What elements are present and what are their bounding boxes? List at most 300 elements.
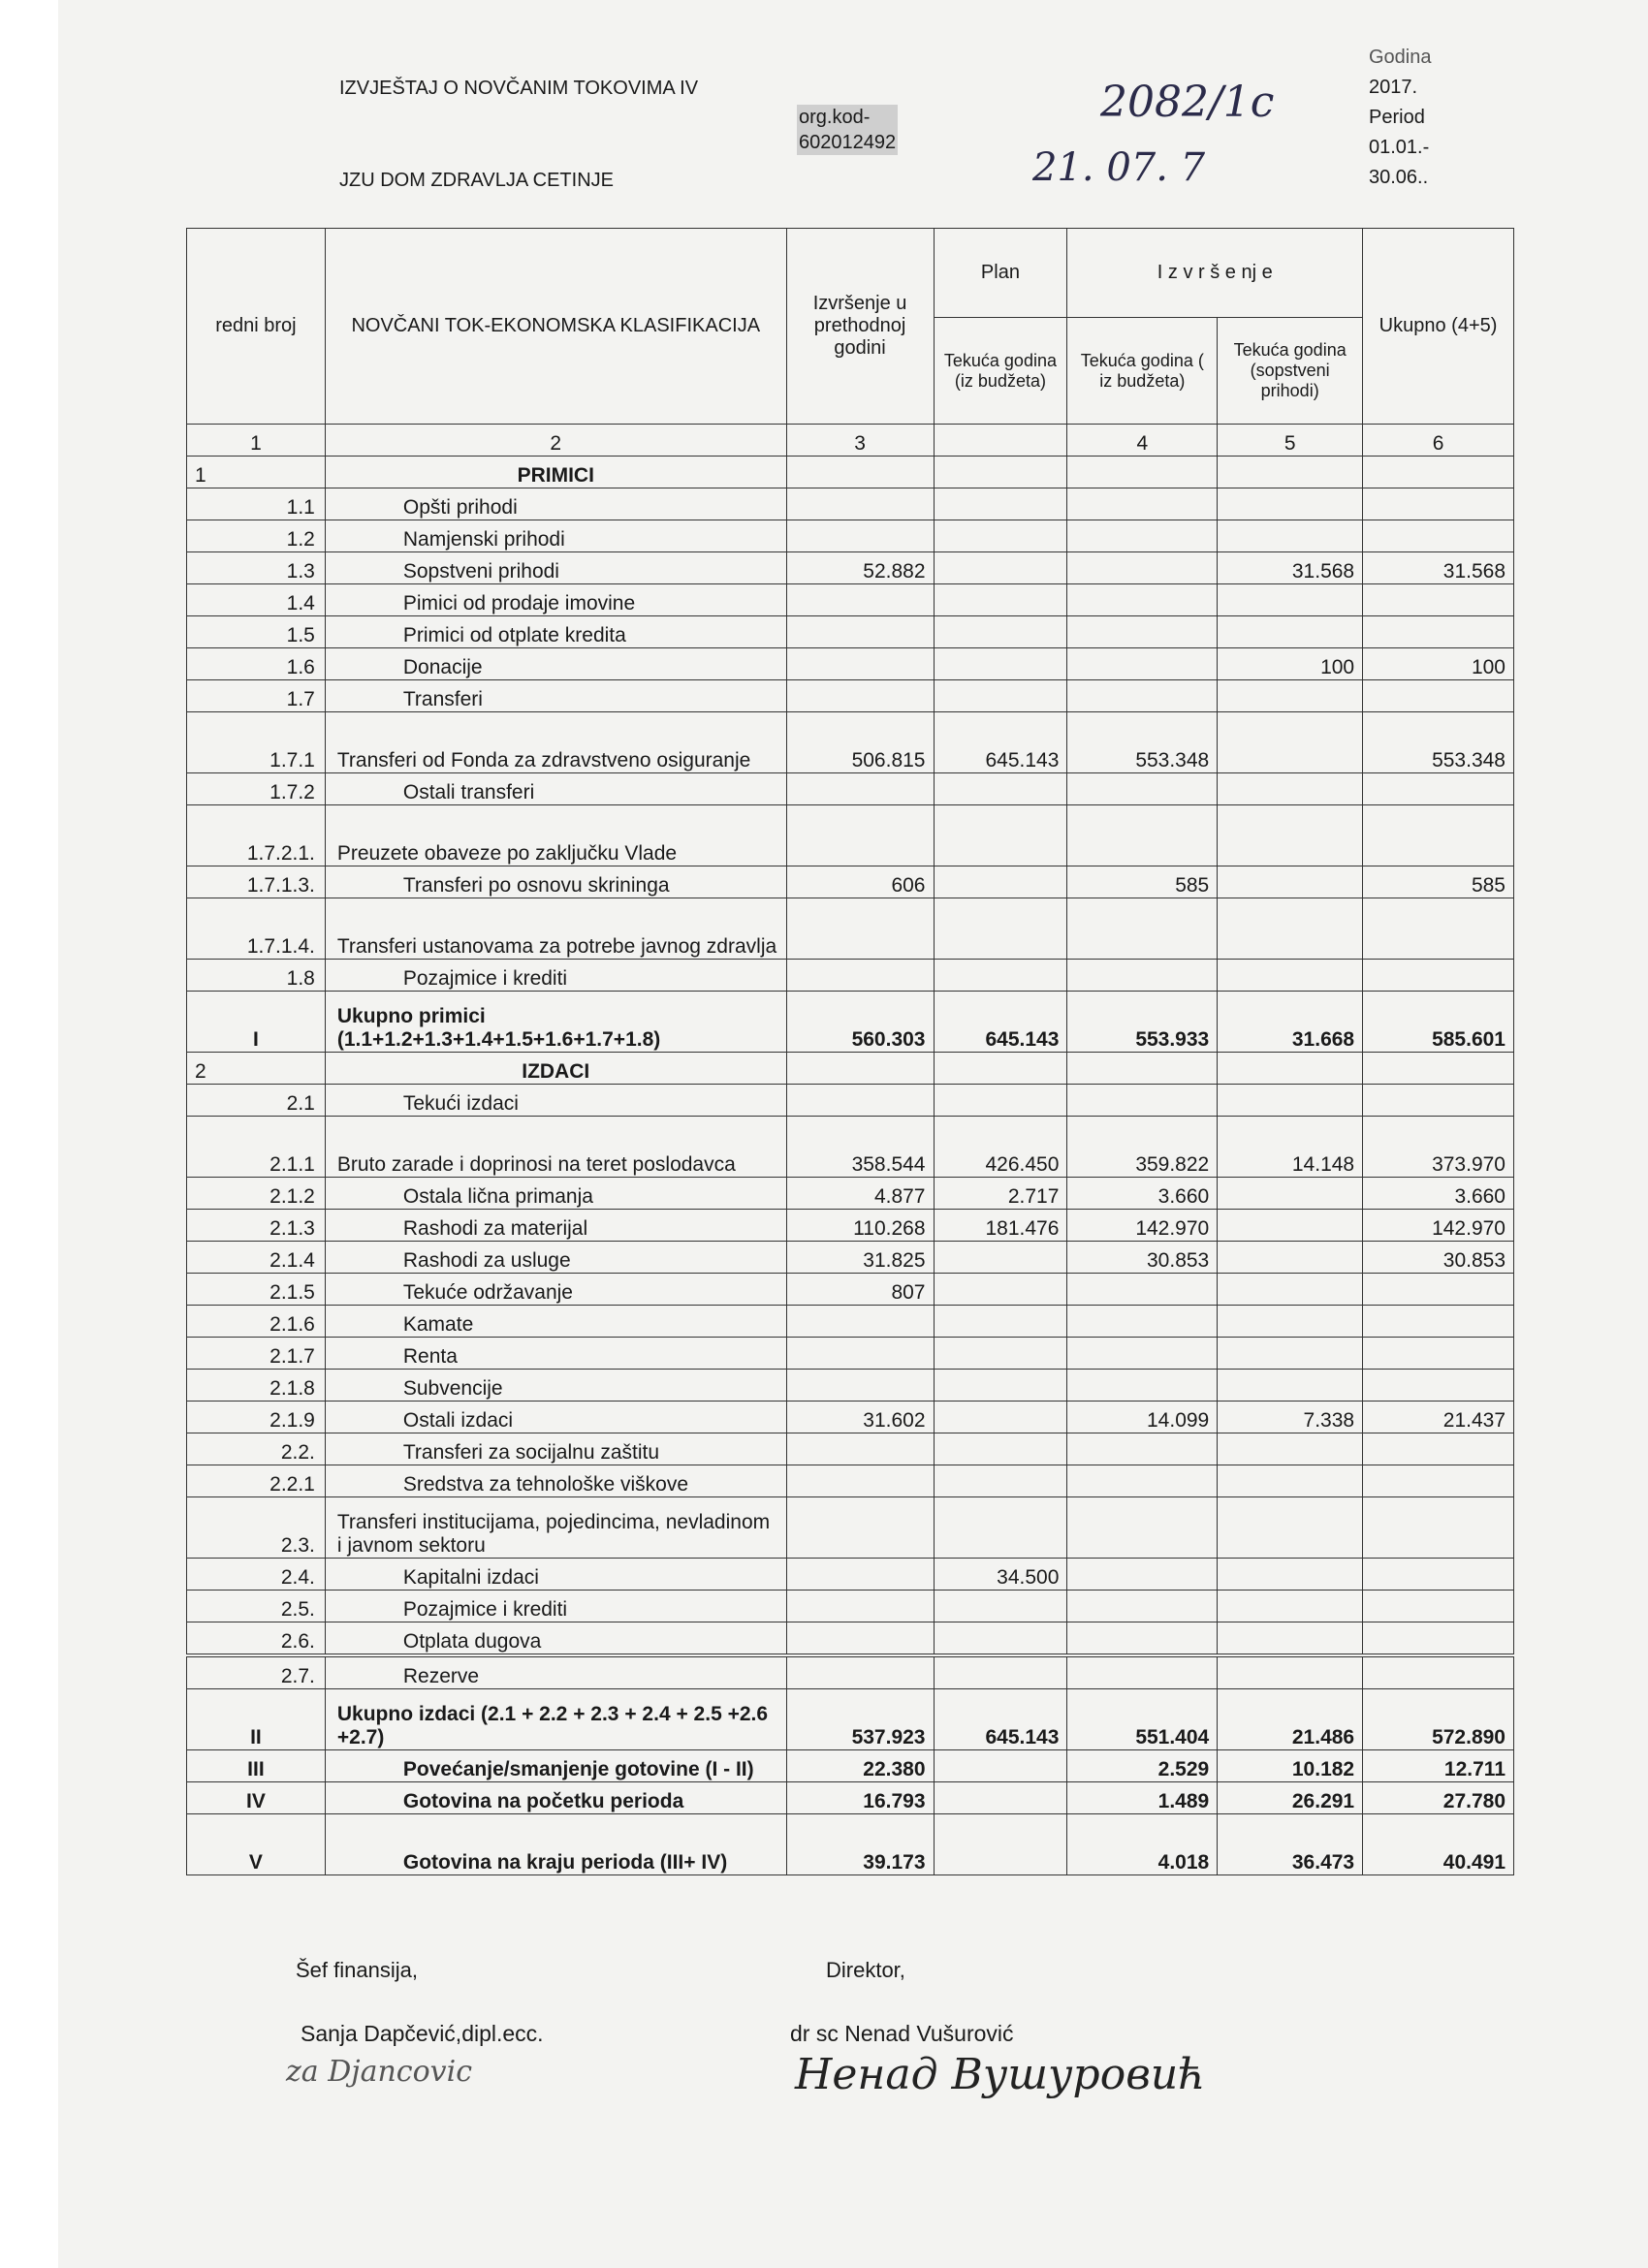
row-number: 1.2 — [187, 520, 326, 552]
cell-izvrsenje-sopstveni — [1218, 457, 1363, 488]
row-label: Ukupno primici (1.1+1.2+1.3+1.4+1.5+1.6+1.7+1.8) — [325, 992, 786, 1053]
row-number: 2.1.7 — [187, 1338, 326, 1370]
row-number: 1.6 — [187, 648, 326, 680]
table-row — [187, 1274, 1514, 1306]
cell-izvrsenje-sopstveni — [1218, 712, 1363, 773]
table-row — [187, 1370, 1514, 1402]
cell-izvrsenje-sopstveni: 100 — [1218, 648, 1363, 680]
cell-izvrsenje-sopstveni — [1218, 773, 1363, 805]
cell-izvrsenje-sopstveni — [1218, 1085, 1363, 1117]
cell-plan — [934, 1402, 1067, 1433]
row-number: 2 — [187, 1053, 326, 1085]
cell-izvrsenje-budzet — [1067, 648, 1218, 680]
row-label: Gotovina na početku perioda — [325, 1782, 786, 1814]
signature-right-role: Direktor, — [826, 1958, 905, 1982]
cell-izvrsenje-budzet: 30.853 — [1067, 1242, 1218, 1274]
cell-ukupno — [1363, 488, 1514, 520]
cell-plan — [934, 898, 1067, 960]
cell-plan — [934, 1622, 1067, 1656]
cell-ukupno: 40.491 — [1363, 1814, 1514, 1875]
table-row — [187, 552, 1514, 584]
header-plan-budzet: Tekuća godina (iz budžeta) — [934, 318, 1067, 425]
row-label: Transferi od Fonda za zdravstveno osiguranje — [325, 712, 786, 773]
cell-prethodna — [786, 1622, 934, 1656]
table-row — [187, 1750, 1514, 1782]
cell-prethodna — [786, 1497, 934, 1559]
row-label: Transferi za socijalnu zaštitu — [325, 1433, 786, 1465]
row-label: Kamate — [325, 1306, 786, 1338]
cell-ukupno: 142.970 — [1363, 1210, 1514, 1242]
cell-prethodna — [786, 584, 934, 616]
cell-izvrsenje-sopstveni — [1218, 1465, 1363, 1497]
cell-plan — [934, 1750, 1067, 1782]
header-klasifikacija: NOVČANI TOK-EKONOMSKA KLASIFIKACIJA — [325, 229, 786, 425]
cell-ukupno — [1363, 1274, 1514, 1306]
cell-izvrsenje-budzet: 3.660 — [1067, 1178, 1218, 1210]
row-label: Sredstva za tehnološke viškove — [325, 1465, 786, 1497]
cell-prethodna: 358.544 — [786, 1117, 934, 1178]
cell-plan — [934, 457, 1067, 488]
cell-izvrsenje-budzet — [1067, 680, 1218, 712]
row-number: 2.1.2 — [187, 1178, 326, 1210]
row-number: 1.7.2 — [187, 773, 326, 805]
cell-izvrsenje-sopstveni — [1218, 960, 1363, 992]
cell-plan — [934, 805, 1067, 866]
cell-ukupno — [1363, 1433, 1514, 1465]
cell-ukupno — [1363, 680, 1514, 712]
cell-plan — [934, 1338, 1067, 1370]
row-label: Tekući izdaci — [325, 1085, 786, 1117]
row-number: I — [187, 992, 326, 1053]
cell-plan — [934, 1242, 1067, 1274]
row-label: Pimici od prodaje imovine — [325, 584, 786, 616]
cell-prethodna — [786, 1085, 934, 1117]
cell-ukupno — [1363, 805, 1514, 866]
cell-plan — [934, 773, 1067, 805]
report-title: IZVJEŠTAJ O NOVČANIM TOKOVIMA IV — [339, 78, 699, 99]
cell-izvrsenje-budzet — [1067, 457, 1218, 488]
row-number: 2.7. — [187, 1655, 326, 1689]
row-number: 1.4 — [187, 584, 326, 616]
row-number: 2.1 — [187, 1085, 326, 1117]
cell-ukupno: 553.348 — [1363, 712, 1514, 773]
table-row — [187, 1591, 1514, 1622]
cell-ukupno — [1363, 1085, 1514, 1117]
period-label: Period — [1369, 107, 1425, 128]
table-row — [187, 488, 1514, 520]
cell-prethodna — [786, 648, 934, 680]
header-ukupno: Ukupno (4+5) — [1363, 229, 1514, 425]
cash-flow-table — [186, 228, 1514, 1875]
row-number: 2.3. — [187, 1497, 326, 1559]
cell-izvrsenje-sopstveni — [1218, 584, 1363, 616]
cell-ukupno — [1363, 520, 1514, 552]
cell-plan — [934, 584, 1067, 616]
cell-izvrsenje-sopstveni — [1218, 1497, 1363, 1559]
cell-plan — [934, 1655, 1067, 1689]
cell-izvrsenje-sopstveni — [1218, 1053, 1363, 1085]
cell-prethodna: 537.923 — [786, 1689, 934, 1750]
row-label: Transferi institucijama, pojedincima, nevladinom i javnom sektoru — [325, 1497, 786, 1559]
cell-izvrsenje-budzet: 359.822 — [1067, 1117, 1218, 1178]
row-label: Ukupno izdaci (2.1 + 2.2 + 2.3 + 2.4 + 2.5 +2.6 +2.7) — [325, 1689, 786, 1750]
cell-izvrsenje-sopstveni — [1218, 1306, 1363, 1338]
cell-prethodna — [786, 805, 934, 866]
cell-izvrsenje-budzet — [1067, 1497, 1218, 1559]
row-number: 1 — [187, 457, 326, 488]
row-number: 2.1.3 — [187, 1210, 326, 1242]
cell-izvrsenje-budzet — [1067, 898, 1218, 960]
row-label: PRIMICI — [325, 457, 786, 488]
row-number: 1.7.2.1. — [187, 805, 326, 866]
cell-izvrsenje-sopstveni: 7.338 — [1218, 1402, 1363, 1433]
row-number: 2.1.8 — [187, 1370, 326, 1402]
cell-prethodna — [786, 1433, 934, 1465]
table-row — [187, 648, 1514, 680]
row-label: IZDACI — [325, 1053, 786, 1085]
colnum-5: 5 — [1218, 425, 1363, 457]
cell-izvrsenje-sopstveni — [1218, 1433, 1363, 1465]
cell-prethodna — [786, 1306, 934, 1338]
cell-prethodna — [786, 960, 934, 992]
cell-prethodna — [786, 680, 934, 712]
colnum-4: 4 — [1067, 425, 1218, 457]
table-row — [187, 457, 1514, 488]
cell-izvrsenje-budzet — [1067, 773, 1218, 805]
row-number: 1.1 — [187, 488, 326, 520]
row-label: Opšti prihodi — [325, 488, 786, 520]
signature-right-name: dr sc Nenad Vušurović — [790, 2021, 1014, 2046]
cell-plan — [934, 1465, 1067, 1497]
header-prethodna-godina: Izvršenje u prethodnoj godini — [786, 229, 934, 425]
cell-prethodna — [786, 520, 934, 552]
cell-izvrsenje-sopstveni — [1218, 898, 1363, 960]
cell-plan: 645.143 — [934, 992, 1067, 1053]
row-label: Namjenski prihodi — [325, 520, 786, 552]
cell-izvrsenje-sopstveni — [1218, 1559, 1363, 1591]
cell-izvrsenje-sopstveni — [1218, 616, 1363, 648]
cell-plan — [934, 1497, 1067, 1559]
cell-izvrsenje-budzet — [1067, 1559, 1218, 1591]
cell-izvrsenje-budzet — [1067, 584, 1218, 616]
row-label: Subvencije — [325, 1370, 786, 1402]
table-row — [187, 680, 1514, 712]
table-row — [187, 960, 1514, 992]
table-body — [187, 457, 1514, 1875]
cell-plan — [934, 866, 1067, 898]
table-row — [187, 1497, 1514, 1559]
row-label: Transferi po osnovu skrininga — [325, 866, 786, 898]
cell-ukupno — [1363, 1306, 1514, 1338]
cell-izvrsenje-sopstveni: 21.486 — [1218, 1689, 1363, 1750]
cell-prethodna: 31.602 — [786, 1402, 934, 1433]
table-row — [187, 1689, 1514, 1750]
cell-izvrsenje-sopstveni — [1218, 1655, 1363, 1689]
row-label: Renta — [325, 1338, 786, 1370]
row-label: Transferi — [325, 680, 786, 712]
table-row — [187, 1559, 1514, 1591]
row-number: 1.5 — [187, 616, 326, 648]
cell-plan: 645.143 — [934, 1689, 1067, 1750]
table-row — [187, 866, 1514, 898]
cell-izvrsenje-sopstveni — [1218, 1210, 1363, 1242]
period-to: 30.06.. — [1369, 167, 1429, 188]
cell-prethodna: 506.815 — [786, 712, 934, 773]
cell-izvrsenje-sopstveni: 10.182 — [1218, 1750, 1363, 1782]
row-number: 2.1.6 — [187, 1306, 326, 1338]
cell-izvrsenje-budzet — [1067, 1053, 1218, 1085]
stamp-number: 2082/1c — [1100, 78, 1275, 127]
cell-ukupno: 12.711 — [1363, 1750, 1514, 1782]
cell-izvrsenje-budzet — [1067, 520, 1218, 552]
table-row — [187, 1782, 1514, 1814]
cell-izvrsenje-budzet — [1067, 1085, 1218, 1117]
cell-izvrsenje-budzet — [1067, 1274, 1218, 1306]
table-row — [187, 1053, 1514, 1085]
cell-izvrsenje-budzet: 585 — [1067, 866, 1218, 898]
cell-izvrsenje-sopstveni — [1218, 866, 1363, 898]
cell-izvrsenje-budzet — [1067, 805, 1218, 866]
cell-izvrsenje-budzet — [1067, 1370, 1218, 1402]
cell-prethodna: 16.793 — [786, 1782, 934, 1814]
cell-ukupno — [1363, 1338, 1514, 1370]
row-label: Ostali izdaci — [325, 1402, 786, 1433]
colnum-6: 6 — [1363, 425, 1514, 457]
cell-plan — [934, 616, 1067, 648]
cell-ukupno: 585 — [1363, 866, 1514, 898]
cell-plan: 181.476 — [934, 1210, 1067, 1242]
cell-izvrsenje-budzet — [1067, 1655, 1218, 1689]
row-label: Rashodi za materijal — [325, 1210, 786, 1242]
row-label: Rashodi za usluge — [325, 1242, 786, 1274]
cell-ukupno — [1363, 1497, 1514, 1559]
cell-prethodna: 4.877 — [786, 1178, 934, 1210]
cell-izvrsenje-budzet: 553.933 — [1067, 992, 1218, 1053]
cell-plan — [934, 1591, 1067, 1622]
cell-ukupno: 3.660 — [1363, 1178, 1514, 1210]
org-code-label: org.kod- — [799, 107, 871, 128]
table-row — [187, 773, 1514, 805]
cell-plan: 2.717 — [934, 1178, 1067, 1210]
table-row — [187, 520, 1514, 552]
year-label: Godina — [1369, 47, 1432, 68]
cell-izvrsenje-budzet — [1067, 1465, 1218, 1497]
cell-plan — [934, 488, 1067, 520]
cell-izvrsenje-sopstveni — [1218, 1338, 1363, 1370]
row-number: II — [187, 1689, 326, 1750]
colnum-1: 1 — [187, 425, 326, 457]
row-number: IV — [187, 1782, 326, 1814]
table-row — [187, 1117, 1514, 1178]
cell-izvrsenje-budzet: 142.970 — [1067, 1210, 1218, 1242]
table-row — [187, 1085, 1514, 1117]
table-row — [187, 1242, 1514, 1274]
cell-plan — [934, 520, 1067, 552]
cell-ukupno: 21.437 — [1363, 1402, 1514, 1433]
row-label: Preuzete obaveze po zaključku Vlade — [325, 805, 786, 866]
cell-ukupno — [1363, 584, 1514, 616]
table-row — [187, 616, 1514, 648]
row-label: Ostala lična primanja — [325, 1178, 786, 1210]
cell-izvrsenje-budzet — [1067, 1622, 1218, 1656]
table-row — [187, 1622, 1514, 1656]
header-izvrsenje-sopstveni: Tekuća godina (sopstveni prihodi) — [1218, 318, 1363, 425]
row-number: 1.7 — [187, 680, 326, 712]
cell-izvrsenje-sopstveni — [1218, 520, 1363, 552]
row-number: 2.1.5 — [187, 1274, 326, 1306]
row-label: Rezerve — [325, 1655, 786, 1689]
cell-izvrsenje-sopstveni — [1218, 805, 1363, 866]
cell-prethodna — [786, 488, 934, 520]
cell-ukupno: 572.890 — [1363, 1689, 1514, 1750]
row-label: Gotovina na kraju perioda (III+ IV) — [325, 1814, 786, 1875]
row-number: 1.7.1 — [187, 712, 326, 773]
table-row — [187, 1655, 1514, 1689]
row-label: Kapitalni izdaci — [325, 1559, 786, 1591]
cell-izvrsenje-sopstveni — [1218, 1178, 1363, 1210]
cell-ukupno: 27.780 — [1363, 1782, 1514, 1814]
cell-ukupno — [1363, 616, 1514, 648]
cell-izvrsenje-budzet: 553.348 — [1067, 712, 1218, 773]
cell-izvrsenje-budzet — [1067, 960, 1218, 992]
row-number: 1.7.1.4. — [187, 898, 326, 960]
row-number: 1.3 — [187, 552, 326, 584]
table-row — [187, 712, 1514, 773]
cell-plan — [934, 1274, 1067, 1306]
cell-izvrsenje-budzet — [1067, 1306, 1218, 1338]
cell-izvrsenje-budzet — [1067, 488, 1218, 520]
cell-ukupno: 100 — [1363, 648, 1514, 680]
row-number: 2.2. — [187, 1433, 326, 1465]
cell-ukupno — [1363, 773, 1514, 805]
row-label: Primici od otplate kredita — [325, 616, 786, 648]
cell-ukupno: 585.601 — [1363, 992, 1514, 1053]
cell-plan — [934, 1085, 1067, 1117]
stamp-date: 21. 07. 7 — [1032, 145, 1206, 190]
cell-prethodna: 807 — [786, 1274, 934, 1306]
cell-izvrsenje-sopstveni — [1218, 1274, 1363, 1306]
cell-prethodna: 39.173 — [786, 1814, 934, 1875]
cell-izvrsenje-budzet — [1067, 616, 1218, 648]
cell-ukupno — [1363, 1655, 1514, 1689]
cell-prethodna — [786, 1370, 934, 1402]
cell-prethodna — [786, 1591, 934, 1622]
cell-prethodna: 52.882 — [786, 552, 934, 584]
table-row — [187, 805, 1514, 866]
row-number: 2.6. — [187, 1622, 326, 1656]
cell-ukupno — [1363, 1465, 1514, 1497]
cell-ukupno — [1363, 457, 1514, 488]
cell-prethodna: 606 — [786, 866, 934, 898]
row-label: Otplata dugova — [325, 1622, 786, 1656]
signature-right-handwritten: Ненад Вушуровић — [795, 2050, 1206, 2099]
cell-ukupno: 31.568 — [1363, 552, 1514, 584]
table-row — [187, 898, 1514, 960]
table-row — [187, 992, 1514, 1053]
cell-izvrsenje-budzet: 2.529 — [1067, 1750, 1218, 1782]
row-label: Pozajmice i krediti — [325, 960, 786, 992]
table-row — [187, 1338, 1514, 1370]
cell-plan — [934, 1370, 1067, 1402]
row-number: 2.1.4 — [187, 1242, 326, 1274]
cell-izvrsenje-sopstveni — [1218, 1591, 1363, 1622]
cell-ukupno — [1363, 960, 1514, 992]
row-label: Tekuće održavanje — [325, 1274, 786, 1306]
cell-prethodna — [786, 1465, 934, 1497]
row-number: V — [187, 1814, 326, 1875]
cell-izvrsenje-sopstveni: 31.568 — [1218, 552, 1363, 584]
signature-left-handwritten: za Djancovic — [286, 2055, 472, 2089]
cell-izvrsenje-budzet: 551.404 — [1067, 1689, 1218, 1750]
row-number: 2.4. — [187, 1559, 326, 1591]
table-row — [187, 1433, 1514, 1465]
cell-izvrsenje-sopstveni — [1218, 680, 1363, 712]
cell-ukupno — [1363, 1370, 1514, 1402]
cell-prethodna: 31.825 — [786, 1242, 934, 1274]
period-from: 01.01.- — [1369, 137, 1430, 158]
row-label: Pozajmice i krediti — [325, 1591, 786, 1622]
cell-plan — [934, 1053, 1067, 1085]
cell-plan — [934, 1814, 1067, 1875]
cell-plan — [934, 680, 1067, 712]
table-row — [187, 1402, 1514, 1433]
row-number: 2.5. — [187, 1591, 326, 1622]
cell-izvrsenje-sopstveni — [1218, 1370, 1363, 1402]
signature-left-name: Sanja Dapčević,dipl.ecc. — [301, 2021, 544, 2046]
cell-prethodna — [786, 1559, 934, 1591]
cell-izvrsenje-budzet: 4.018 — [1067, 1814, 1218, 1875]
colnum-2: 2 — [325, 425, 786, 457]
cell-ukupno — [1363, 1591, 1514, 1622]
institution-name: JZU DOM ZDRAVLJA CETINJE — [339, 170, 614, 191]
cell-prethodna: 560.303 — [786, 992, 934, 1053]
cell-prethodna — [786, 457, 934, 488]
cell-prethodna — [786, 773, 934, 805]
cell-plan — [934, 648, 1067, 680]
cell-prethodna — [786, 1655, 934, 1689]
cell-izvrsenje-sopstveni — [1218, 1622, 1363, 1656]
cell-plan — [934, 552, 1067, 584]
cell-prethodna: 22.380 — [786, 1750, 934, 1782]
table-row — [187, 1306, 1514, 1338]
row-number: III — [187, 1750, 326, 1782]
cell-plan: 426.450 — [934, 1117, 1067, 1178]
cell-prethodna — [786, 1053, 934, 1085]
row-label: Sopstveni prihodi — [325, 552, 786, 584]
cell-ukupno: 30.853 — [1363, 1242, 1514, 1274]
cell-prethodna: 110.268 — [786, 1210, 934, 1242]
header-izvrsenje-budzet: Tekuća godina ( iz budžeta) — [1067, 318, 1218, 425]
cell-plan — [934, 1433, 1067, 1465]
cell-plan — [934, 960, 1067, 992]
table-row — [187, 1178, 1514, 1210]
cell-izvrsenje-budzet — [1067, 552, 1218, 584]
signature-left-role: Šef finansija, — [296, 1958, 418, 1982]
header-izvrsenje: I z v r š e nj e — [1067, 229, 1363, 318]
cell-izvrsenje-sopstveni: 36.473 — [1218, 1814, 1363, 1875]
org-code-value: 602012492 — [799, 132, 897, 153]
cell-izvrsenje-sopstveni: 14.148 — [1218, 1117, 1363, 1178]
header-redni-broj: redni broj — [187, 229, 326, 425]
cell-plan — [934, 1306, 1067, 1338]
row-number: 2.2.1 — [187, 1465, 326, 1497]
cell-izvrsenje-budzet: 1.489 — [1067, 1782, 1218, 1814]
cell-izvrsenje-budzet — [1067, 1433, 1218, 1465]
cell-izvrsenje-sopstveni: 31.668 — [1218, 992, 1363, 1053]
table-row — [187, 1814, 1514, 1875]
cell-izvrsenje-budzet: 14.099 — [1067, 1402, 1218, 1433]
row-number: 1.7.1.3. — [187, 866, 326, 898]
